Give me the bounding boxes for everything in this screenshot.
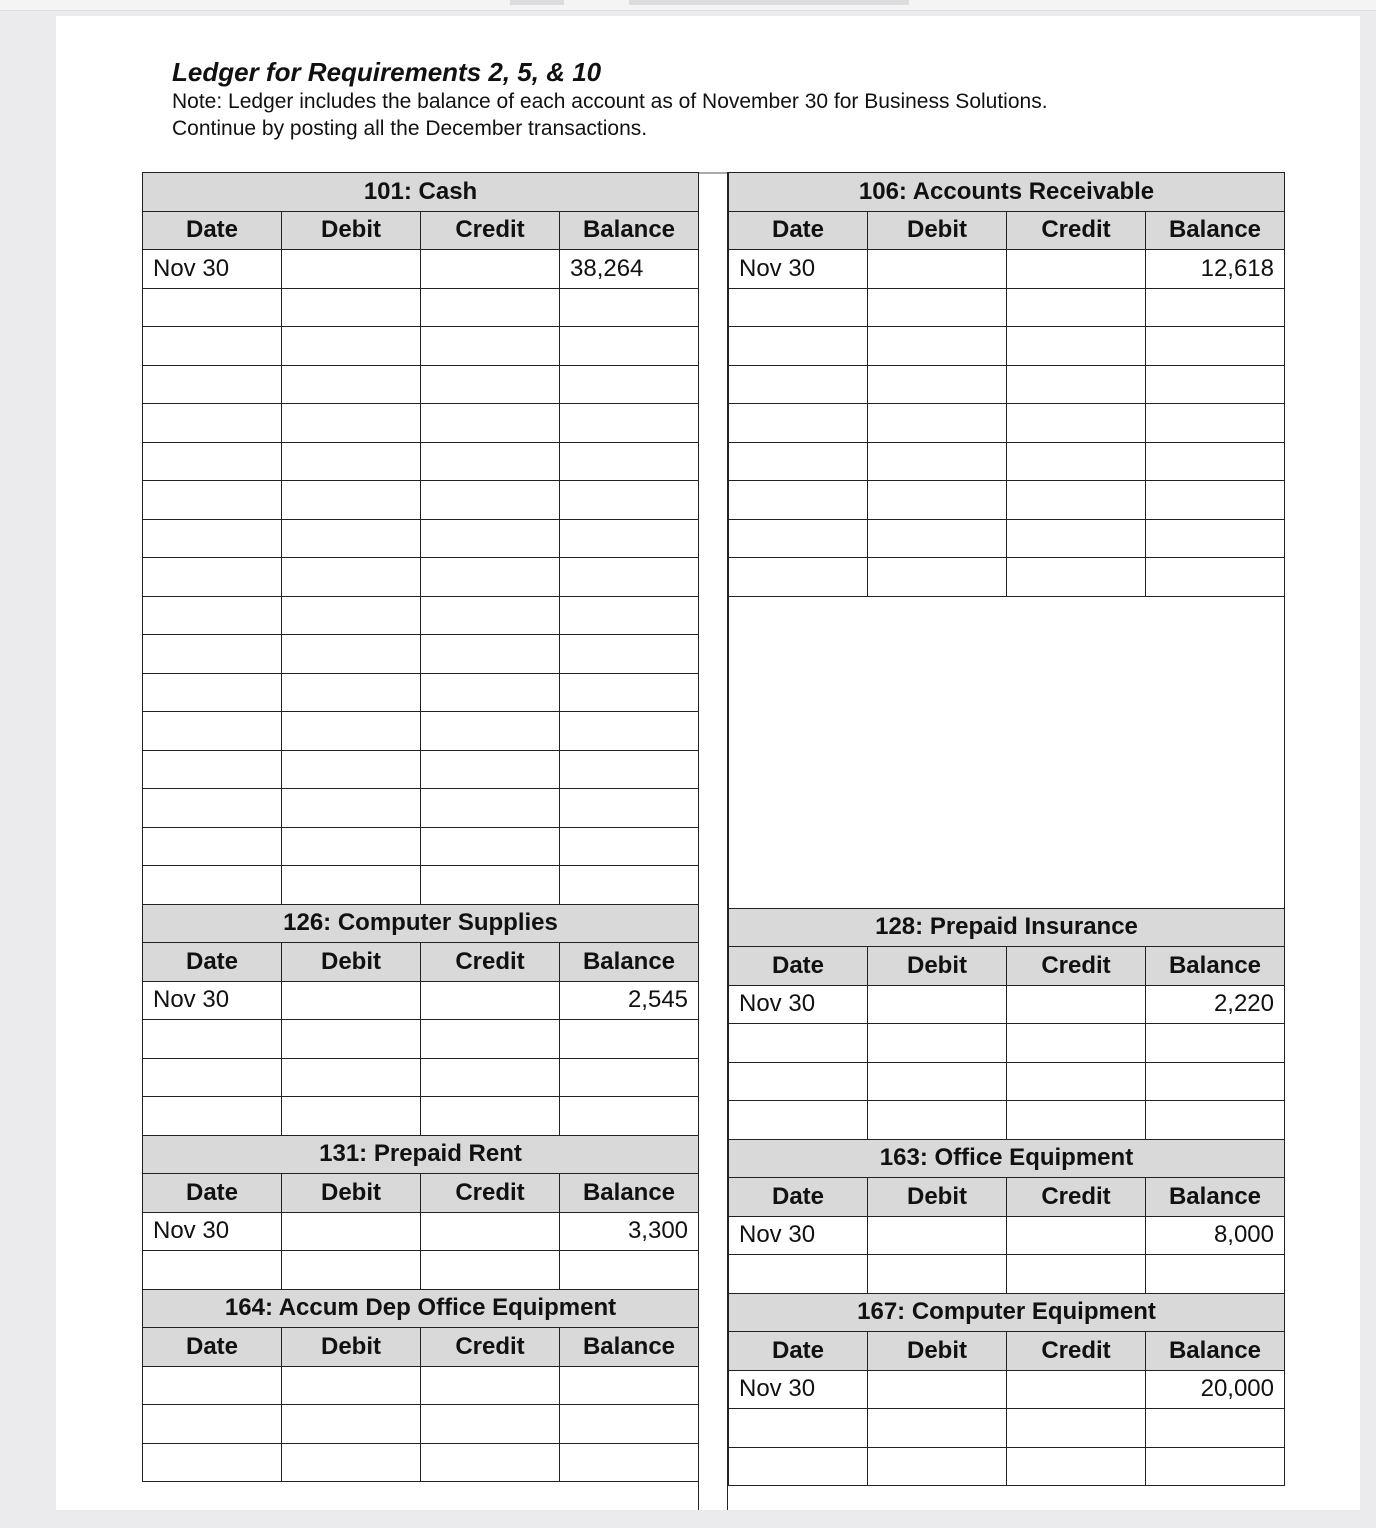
computer-equipment-balance[interactable]: 20,000 bbox=[1146, 1370, 1285, 1409]
debit-cell[interactable] bbox=[868, 519, 1007, 558]
balance-cell[interactable] bbox=[1146, 365, 1285, 404]
ledger-row bbox=[729, 288, 1285, 327]
credit-cell[interactable] bbox=[1007, 558, 1146, 597]
balance-cell[interactable] bbox=[1146, 1409, 1285, 1448]
account-title-computer-equipment: 167: Computer Equipment bbox=[729, 1293, 1285, 1332]
ledger-row bbox=[143, 365, 699, 404]
debit-cell[interactable] bbox=[282, 712, 421, 751]
credit-cell[interactable] bbox=[421, 365, 560, 404]
balance-cell[interactable] bbox=[560, 635, 699, 674]
credit-cell[interactable] bbox=[421, 1058, 560, 1097]
ledger-row bbox=[143, 712, 699, 751]
date-cell[interactable] bbox=[143, 288, 282, 327]
credit-cell[interactable] bbox=[421, 1020, 560, 1059]
header-credit: Credit bbox=[1007, 947, 1146, 986]
debit-cell[interactable] bbox=[868, 327, 1007, 366]
debit-cell[interactable] bbox=[282, 866, 421, 905]
credit-cell[interactable] bbox=[1007, 442, 1146, 481]
date-cell[interactable] bbox=[143, 365, 282, 404]
credit-cell[interactable] bbox=[1007, 1024, 1146, 1063]
header-debit: Debit bbox=[868, 1178, 1007, 1217]
account-title-row bbox=[143, 1135, 699, 1174]
account-title-office-equipment: 163: Office Equipment bbox=[729, 1139, 1285, 1178]
column-header-row bbox=[143, 943, 699, 982]
balance-cell[interactable] bbox=[1146, 1101, 1285, 1140]
ledger-right-column bbox=[728, 172, 1285, 1486]
ledger-row bbox=[729, 1255, 1285, 1294]
account-title-accounts-receivable: 106: Accounts Receivable bbox=[729, 173, 1285, 212]
debit-cell[interactable] bbox=[282, 288, 421, 327]
column-header-row bbox=[143, 1328, 699, 1367]
balance-cell[interactable] bbox=[560, 750, 699, 789]
account-title-accum-dep-office-equipment: 164: Accum Dep Office Equipment bbox=[143, 1289, 699, 1328]
debit-cell[interactable] bbox=[282, 365, 421, 404]
column-header-row bbox=[729, 947, 1285, 986]
date-cell[interactable] bbox=[729, 1101, 868, 1140]
account-title-prepaid-rent: 131: Prepaid Rent bbox=[143, 1135, 699, 1174]
credit-cell[interactable] bbox=[1007, 288, 1146, 327]
column-divider bbox=[698, 172, 728, 1510]
ledger-row bbox=[143, 481, 699, 520]
column-header-row bbox=[729, 211, 1285, 250]
column-header-row bbox=[729, 1178, 1285, 1217]
date-cell[interactable] bbox=[143, 866, 282, 905]
computer-equipment-credit[interactable] bbox=[1007, 1370, 1146, 1409]
header-balance: Balance bbox=[560, 1328, 699, 1367]
account-title-row bbox=[729, 1293, 1285, 1332]
credit-cell[interactable] bbox=[421, 712, 560, 751]
balance-cell[interactable] bbox=[560, 866, 699, 905]
credit-cell[interactable] bbox=[421, 1366, 560, 1405]
ledger-row bbox=[729, 1062, 1285, 1101]
ledger-row bbox=[729, 1409, 1285, 1448]
date-cell[interactable] bbox=[143, 712, 282, 751]
header-date: Date bbox=[729, 1332, 868, 1371]
balance-cell[interactable] bbox=[1146, 404, 1285, 443]
ledger-row bbox=[729, 481, 1285, 520]
balance-cell[interactable] bbox=[560, 1097, 699, 1136]
date-cell[interactable] bbox=[729, 1062, 868, 1101]
ledger-row bbox=[729, 558, 1285, 597]
header-date: Date bbox=[143, 943, 282, 982]
header-date: Date bbox=[729, 1178, 868, 1217]
debit-cell[interactable] bbox=[282, 519, 421, 558]
date-cell[interactable] bbox=[729, 365, 868, 404]
header-debit: Debit bbox=[282, 1174, 421, 1213]
credit-cell[interactable] bbox=[1007, 481, 1146, 520]
balance-cell[interactable] bbox=[1146, 1255, 1285, 1294]
ledger-row bbox=[143, 1251, 699, 1290]
debit-cell[interactable] bbox=[868, 558, 1007, 597]
header-balance: Balance bbox=[560, 1174, 699, 1213]
header-credit: Credit bbox=[421, 943, 560, 982]
balance-cell[interactable] bbox=[560, 404, 699, 443]
cash-debit[interactable] bbox=[282, 250, 421, 289]
credit-cell[interactable] bbox=[421, 404, 560, 443]
debit-cell[interactable] bbox=[868, 404, 1007, 443]
ledger-row bbox=[729, 519, 1285, 558]
credit-cell[interactable] bbox=[421, 288, 560, 327]
credit-cell[interactable] bbox=[1007, 404, 1146, 443]
debit-cell[interactable] bbox=[282, 442, 421, 481]
debit-cell[interactable] bbox=[282, 1366, 421, 1405]
header-date: Date bbox=[143, 1328, 282, 1367]
balance-cell[interactable] bbox=[560, 789, 699, 828]
ledger-row bbox=[143, 288, 699, 327]
ledger-row bbox=[143, 1212, 699, 1251]
credit-cell[interactable] bbox=[1007, 327, 1146, 366]
ledger-row bbox=[143, 519, 699, 558]
computer-supplies-balance[interactable]: 2,545 bbox=[560, 981, 699, 1020]
date-cell[interactable] bbox=[729, 1024, 868, 1063]
computer-supplies-date[interactable]: Nov 30 bbox=[143, 981, 282, 1020]
date-cell[interactable] bbox=[729, 1255, 868, 1294]
balance-cell[interactable] bbox=[560, 558, 699, 597]
header-debit: Debit bbox=[868, 1332, 1007, 1371]
date-cell[interactable] bbox=[143, 827, 282, 866]
date-cell[interactable] bbox=[143, 404, 282, 443]
debit-cell[interactable] bbox=[868, 288, 1007, 327]
date-cell[interactable] bbox=[143, 519, 282, 558]
credit-cell[interactable] bbox=[1007, 519, 1146, 558]
credit-cell[interactable] bbox=[421, 1251, 560, 1290]
date-cell[interactable] bbox=[729, 327, 868, 366]
debit-cell[interactable] bbox=[282, 827, 421, 866]
balance-cell[interactable] bbox=[560, 327, 699, 366]
date-cell[interactable] bbox=[729, 404, 868, 443]
date-cell[interactable] bbox=[143, 1058, 282, 1097]
debit-cell[interactable] bbox=[868, 1101, 1007, 1140]
header-date: Date bbox=[143, 1174, 282, 1213]
credit-cell[interactable] bbox=[1007, 1101, 1146, 1140]
balance-cell[interactable] bbox=[1146, 1062, 1285, 1101]
viewer-toolbar bbox=[0, 0, 1376, 11]
header-balance: Balance bbox=[1146, 947, 1285, 986]
header-date: Date bbox=[729, 211, 868, 250]
computer-equipment-date[interactable]: Nov 30 bbox=[729, 1370, 868, 1409]
debit-cell[interactable] bbox=[282, 404, 421, 443]
ledger-row bbox=[143, 250, 699, 289]
date-cell[interactable] bbox=[729, 519, 868, 558]
date-cell[interactable] bbox=[143, 481, 282, 520]
date-cell[interactable] bbox=[143, 1097, 282, 1136]
credit-cell[interactable] bbox=[421, 827, 560, 866]
ledger-row bbox=[143, 673, 699, 712]
date-cell[interactable] bbox=[143, 1366, 282, 1405]
header-debit: Debit bbox=[282, 943, 421, 982]
account-title-prepaid-insurance: 128: Prepaid Insurance bbox=[729, 908, 1285, 947]
ledger-row bbox=[143, 596, 699, 635]
credit-cell[interactable] bbox=[421, 442, 560, 481]
credit-cell[interactable] bbox=[421, 1443, 560, 1482]
prepaid-rent-credit[interactable] bbox=[421, 1212, 560, 1251]
header-credit: Credit bbox=[1007, 1178, 1146, 1217]
header-debit: Debit bbox=[868, 947, 1007, 986]
balance-cell[interactable] bbox=[560, 1405, 699, 1444]
account-title-row bbox=[729, 1139, 1285, 1178]
date-cell[interactable] bbox=[143, 1443, 282, 1482]
balance-cell[interactable] bbox=[560, 1443, 699, 1482]
credit-cell[interactable] bbox=[421, 481, 560, 520]
accounts-receivable-debit[interactable] bbox=[868, 250, 1007, 289]
balance-cell[interactable] bbox=[1146, 288, 1285, 327]
balance-cell[interactable] bbox=[560, 1058, 699, 1097]
header-balance: Balance bbox=[560, 943, 699, 982]
header-credit: Credit bbox=[421, 211, 560, 250]
debit-cell[interactable] bbox=[868, 442, 1007, 481]
balance-cell[interactable] bbox=[560, 712, 699, 751]
date-cell[interactable] bbox=[729, 442, 868, 481]
page-bottom-gap bbox=[0, 1510, 1376, 1528]
date-cell[interactable] bbox=[143, 596, 282, 635]
cash-date[interactable]: Nov 30 bbox=[143, 250, 282, 289]
ledger-row bbox=[143, 866, 699, 905]
balance-cell[interactable] bbox=[560, 288, 699, 327]
balance-cell[interactable] bbox=[560, 365, 699, 404]
account-title-row bbox=[729, 173, 1285, 212]
debit-cell[interactable] bbox=[282, 596, 421, 635]
balance-cell[interactable] bbox=[560, 827, 699, 866]
prepaid-insurance-debit[interactable] bbox=[868, 985, 1007, 1024]
office-equipment-balance[interactable]: 8,000 bbox=[1146, 1216, 1285, 1255]
header-debit: Debit bbox=[868, 211, 1007, 250]
computer-equipment-debit[interactable] bbox=[868, 1370, 1007, 1409]
ledger-row bbox=[143, 1443, 699, 1482]
computer-supplies-credit[interactable] bbox=[421, 981, 560, 1020]
page-title: Ledger for Requirements 2, 5, & 10 bbox=[172, 57, 602, 87]
balance-cell[interactable] bbox=[560, 442, 699, 481]
debit-cell[interactable] bbox=[282, 1020, 421, 1059]
debit-cell[interactable] bbox=[868, 481, 1007, 520]
header-credit: Credit bbox=[421, 1328, 560, 1367]
header-balance: Balance bbox=[560, 211, 699, 250]
header-debit: Debit bbox=[282, 211, 421, 250]
accounts-receivable-balance[interactable]: 12,618 bbox=[1146, 250, 1285, 289]
blank-area bbox=[729, 596, 1285, 908]
credit-cell[interactable] bbox=[1007, 1447, 1146, 1486]
ledger-row bbox=[729, 442, 1285, 481]
debit-cell[interactable] bbox=[282, 673, 421, 712]
balance-cell[interactable] bbox=[1146, 519, 1285, 558]
prepaid-insurance-date[interactable]: Nov 30 bbox=[729, 985, 868, 1024]
office-equipment-debit[interactable] bbox=[868, 1216, 1007, 1255]
debit-cell[interactable] bbox=[868, 1447, 1007, 1486]
note-line-1: Note: Ledger includes the balance of each account as of November 30 for Business Solutions. bbox=[172, 90, 1048, 113]
column-header-row bbox=[143, 211, 699, 250]
date-cell[interactable] bbox=[143, 635, 282, 674]
balance-cell[interactable] bbox=[560, 1366, 699, 1405]
date-cell[interactable] bbox=[143, 673, 282, 712]
debit-cell[interactable] bbox=[282, 327, 421, 366]
ledger-row bbox=[143, 789, 699, 828]
balance-cell[interactable] bbox=[560, 1251, 699, 1290]
credit-cell[interactable] bbox=[421, 519, 560, 558]
date-cell[interactable] bbox=[143, 1020, 282, 1059]
account-title-row bbox=[143, 1289, 699, 1328]
ledger-row bbox=[729, 1024, 1285, 1063]
blank-space bbox=[729, 596, 1285, 908]
accounts-receivable-date[interactable]: Nov 30 bbox=[729, 250, 868, 289]
balance-cell[interactable] bbox=[1146, 442, 1285, 481]
balance-cell[interactable] bbox=[1146, 558, 1285, 597]
balance-cell[interactable] bbox=[560, 1020, 699, 1059]
debit-cell[interactable] bbox=[282, 789, 421, 828]
date-cell[interactable] bbox=[729, 558, 868, 597]
credit-cell[interactable] bbox=[421, 596, 560, 635]
date-cell[interactable] bbox=[143, 1405, 282, 1444]
balance-cell[interactable] bbox=[1146, 327, 1285, 366]
header-balance: Balance bbox=[1146, 1332, 1285, 1371]
credit-cell[interactable] bbox=[421, 635, 560, 674]
balance-cell[interactable] bbox=[1146, 1024, 1285, 1063]
ledger-row bbox=[143, 827, 699, 866]
ledger-row bbox=[143, 981, 699, 1020]
prepaid-rent-debit[interactable] bbox=[282, 1212, 421, 1251]
debit-cell[interactable] bbox=[868, 1409, 1007, 1448]
cash-balance[interactable]: 38,264 bbox=[560, 250, 699, 289]
ledger-row bbox=[729, 250, 1285, 289]
account-title-computer-supplies: 126: Computer Supplies bbox=[143, 904, 699, 943]
column-header-row bbox=[143, 1174, 699, 1213]
date-cell[interactable] bbox=[143, 1251, 282, 1290]
balance-cell[interactable] bbox=[560, 673, 699, 712]
ledger-row bbox=[143, 1097, 699, 1136]
accounts-receivable-credit[interactable] bbox=[1007, 250, 1146, 289]
ledger-row bbox=[143, 1020, 699, 1059]
debit-cell[interactable] bbox=[282, 558, 421, 597]
date-cell[interactable] bbox=[143, 558, 282, 597]
note-line-2: Continue by posting all the December transactions. bbox=[172, 117, 648, 140]
credit-cell[interactable] bbox=[421, 866, 560, 905]
ledger-row bbox=[143, 1366, 699, 1405]
credit-cell[interactable] bbox=[421, 673, 560, 712]
header-balance: Balance bbox=[1146, 1178, 1285, 1217]
ledger-row bbox=[143, 1405, 699, 1444]
balance-cell[interactable] bbox=[560, 519, 699, 558]
debit-cell[interactable] bbox=[868, 1255, 1007, 1294]
toolbar-tab[interactable] bbox=[510, 0, 564, 5]
ledger-left-column bbox=[142, 172, 699, 1482]
ledger-row bbox=[143, 1058, 699, 1097]
credit-cell[interactable] bbox=[421, 750, 560, 789]
debit-cell[interactable] bbox=[282, 1097, 421, 1136]
balance-cell[interactable] bbox=[560, 596, 699, 635]
credit-cell[interactable] bbox=[1007, 1062, 1146, 1101]
note bbox=[172, 88, 1048, 142]
toolbar-tab[interactable] bbox=[629, 0, 909, 5]
debit-cell[interactable] bbox=[282, 1443, 421, 1482]
debit-cell[interactable] bbox=[282, 1405, 421, 1444]
ledger-row bbox=[143, 327, 699, 366]
prepaid-insurance-credit[interactable] bbox=[1007, 985, 1146, 1024]
ledger-row bbox=[729, 985, 1285, 1024]
debit-cell[interactable] bbox=[868, 1024, 1007, 1063]
date-cell[interactable] bbox=[143, 750, 282, 789]
ledger-row bbox=[729, 1101, 1285, 1140]
date-cell[interactable] bbox=[143, 442, 282, 481]
credit-cell[interactable] bbox=[421, 789, 560, 828]
debit-cell[interactable] bbox=[282, 635, 421, 674]
column-header-row bbox=[729, 1332, 1285, 1371]
header-date: Date bbox=[143, 211, 282, 250]
header-debit: Debit bbox=[282, 1328, 421, 1367]
debit-cell[interactable] bbox=[868, 1062, 1007, 1101]
account-title-row bbox=[729, 908, 1285, 947]
credit-cell[interactable] bbox=[421, 327, 560, 366]
debit-cell[interactable] bbox=[282, 1058, 421, 1097]
header-balance: Balance bbox=[1146, 211, 1285, 250]
account-title-row bbox=[143, 173, 699, 212]
ledger-row bbox=[729, 1216, 1285, 1255]
ledger-row bbox=[143, 635, 699, 674]
credit-cell[interactable] bbox=[421, 1097, 560, 1136]
account-title-cash: 101: Cash bbox=[143, 173, 699, 212]
date-cell[interactable] bbox=[143, 789, 282, 828]
ledger-row bbox=[729, 327, 1285, 366]
credit-cell[interactable] bbox=[421, 1405, 560, 1444]
credit-cell[interactable] bbox=[1007, 365, 1146, 404]
ledger-row bbox=[143, 750, 699, 789]
credit-cell[interactable] bbox=[421, 558, 560, 597]
office-equipment-date[interactable]: Nov 30 bbox=[729, 1216, 868, 1255]
credit-cell[interactable] bbox=[1007, 1255, 1146, 1294]
ledger-row bbox=[143, 558, 699, 597]
computer-supplies-debit[interactable] bbox=[282, 981, 421, 1020]
date-cell[interactable] bbox=[729, 1447, 868, 1486]
header-credit: Credit bbox=[1007, 1332, 1146, 1371]
date-cell[interactable] bbox=[143, 327, 282, 366]
office-equipment-credit[interactable] bbox=[1007, 1216, 1146, 1255]
cash-credit[interactable] bbox=[421, 250, 560, 289]
balance-cell[interactable] bbox=[560, 481, 699, 520]
ledger-row bbox=[143, 404, 699, 443]
ledger-row bbox=[729, 1447, 1285, 1486]
prepaid-insurance-balance[interactable]: 2,220 bbox=[1146, 985, 1285, 1024]
credit-cell[interactable] bbox=[1007, 1409, 1146, 1448]
prepaid-rent-date[interactable]: Nov 30 bbox=[143, 1212, 282, 1251]
balance-cell[interactable] bbox=[1146, 1447, 1285, 1486]
date-cell[interactable] bbox=[729, 481, 868, 520]
date-cell[interactable] bbox=[729, 288, 868, 327]
header-credit: Credit bbox=[421, 1174, 560, 1213]
balance-cell[interactable] bbox=[1146, 481, 1285, 520]
header-credit: Credit bbox=[1007, 211, 1146, 250]
ledger-row bbox=[729, 1370, 1285, 1409]
debit-cell[interactable] bbox=[282, 750, 421, 789]
header-date: Date bbox=[729, 947, 868, 986]
ledger-row bbox=[143, 442, 699, 481]
ledger-row bbox=[729, 404, 1285, 443]
debit-cell[interactable] bbox=[282, 1251, 421, 1290]
date-cell[interactable] bbox=[729, 1409, 868, 1448]
ledger-row bbox=[729, 365, 1285, 404]
debit-cell[interactable] bbox=[282, 481, 421, 520]
debit-cell[interactable] bbox=[868, 365, 1007, 404]
account-title-row bbox=[143, 904, 699, 943]
prepaid-rent-balance[interactable]: 3,300 bbox=[560, 1212, 699, 1251]
